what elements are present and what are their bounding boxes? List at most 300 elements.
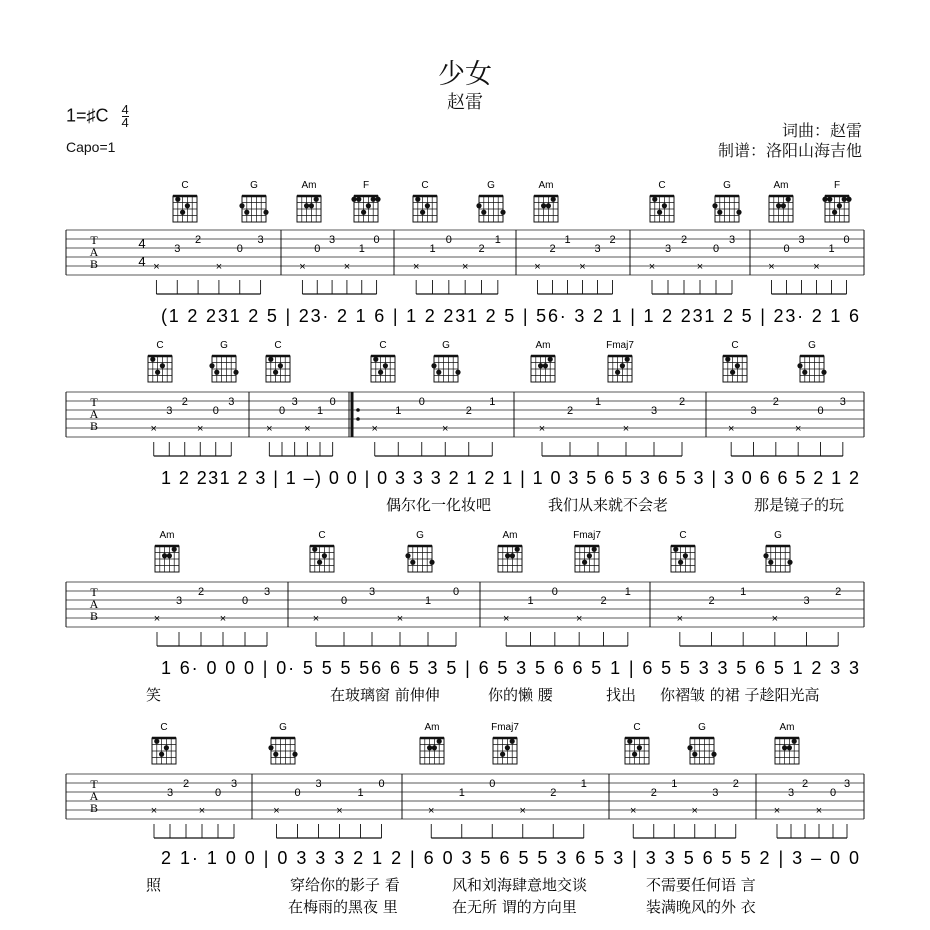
chord-dot — [792, 739, 797, 744]
chord-dot — [717, 210, 722, 215]
chord-diagram-am — [297, 180, 321, 222]
chord-diagram-c — [413, 180, 437, 222]
chord-dot — [687, 745, 692, 750]
chord-dot — [436, 370, 441, 375]
chord-dot — [214, 370, 219, 375]
chord-diagram-c — [650, 180, 674, 222]
tab-note: 1 — [395, 405, 402, 417]
tab-clef-letter: T — [90, 233, 98, 247]
chord-dot — [510, 739, 515, 744]
tab-note: 2 — [801, 778, 809, 790]
tab-note: × — [676, 613, 684, 625]
chord-name: G — [698, 722, 706, 733]
chord-dot — [322, 553, 327, 558]
tab-note: 0 — [314, 243, 321, 255]
chord-dot — [627, 739, 632, 744]
lyric-line: 你的懒 腰 — [488, 686, 553, 704]
chord-dot — [167, 553, 172, 558]
chord-dot — [546, 203, 551, 208]
tab-note: 3 — [329, 234, 336, 246]
chord-dot — [712, 203, 717, 208]
chord-dot — [356, 197, 361, 202]
tab-note: × — [768, 261, 775, 273]
tab-note: 1 — [594, 396, 602, 408]
chord-name: Am — [773, 180, 789, 191]
tab-note: 3 — [291, 396, 298, 408]
tab-note: × — [622, 423, 630, 435]
chord-dot — [268, 745, 273, 750]
chord-name: G — [808, 340, 816, 351]
tab-note: × — [771, 613, 779, 625]
chord-dot — [154, 739, 159, 744]
tab-note: × — [371, 423, 378, 435]
tab-clef-letter: T — [90, 585, 98, 599]
chord-diagram-c — [723, 340, 747, 382]
chord-name: G — [279, 722, 287, 733]
tab-note: 1 — [671, 778, 678, 790]
tab-note: × — [396, 613, 404, 625]
tab-note: 0 — [236, 243, 243, 255]
tab-note: 3 — [263, 586, 271, 598]
tab-note: 0 — [340, 595, 348, 607]
numbered-notation: 1 6· 0 0 0 | 0· 5 5 5 56 6 5 3 5 | 6 5 3 5 6 6 5 1 | 6 5 5 3 3 5 6 5 1 2 3 3 — [161, 658, 859, 678]
tab-note: 3 — [664, 243, 672, 255]
chord-dot — [455, 370, 460, 375]
tab-note: 1 — [458, 787, 465, 799]
chord-dot — [538, 363, 543, 368]
chord-dot — [500, 210, 505, 215]
chord-diagram-g — [239, 180, 268, 222]
chord-dot — [678, 560, 683, 565]
system-2 — [66, 340, 864, 456]
system-4 — [66, 722, 864, 838]
chord-dot — [673, 547, 678, 552]
tab-note: × — [153, 261, 160, 273]
chord-dot — [711, 752, 716, 757]
chord-dot — [832, 210, 837, 215]
chord-dot — [827, 197, 832, 202]
tab-note: 2 — [708, 595, 715, 607]
key-label: 1=♯C — [66, 105, 109, 126]
tab-note: 0 — [294, 787, 301, 799]
chord-dot — [239, 203, 244, 208]
tab-note: × — [150, 423, 157, 435]
chord-dot — [378, 370, 383, 375]
chord-dot — [312, 547, 317, 552]
chord-dot — [317, 560, 322, 565]
tab-note: × — [727, 423, 735, 435]
tab-note: 0 — [212, 405, 219, 417]
lyric-line-2: 在无所 谓的方向里 — [452, 898, 577, 916]
chord-name: C — [658, 180, 666, 191]
tab-note: 0 — [489, 778, 496, 790]
tab-note: × — [428, 805, 435, 817]
chord-name: C — [318, 530, 326, 541]
chord-dot — [776, 203, 781, 208]
chord-dot — [797, 363, 802, 368]
chord-dot — [786, 197, 791, 202]
tab-note: 1 — [316, 405, 324, 417]
chord-dot — [541, 203, 546, 208]
chord-diagram-g — [687, 722, 716, 764]
chord-dot — [587, 553, 592, 558]
chord-dot — [351, 197, 356, 202]
chord-dot — [763, 553, 768, 558]
chord-name: C — [181, 180, 189, 191]
tab-note: 2 — [566, 405, 574, 417]
chord-dot — [314, 197, 319, 202]
chord-dot — [273, 370, 278, 375]
chord-dot — [683, 553, 688, 558]
chord-dot — [500, 752, 505, 757]
chord-dot — [263, 210, 268, 215]
chord-name: G — [442, 340, 450, 351]
chord-dot — [730, 370, 735, 375]
chord-dot — [150, 357, 155, 362]
tab-note: × — [773, 805, 781, 817]
tab-clef-letter: A — [89, 245, 99, 259]
chord-dot — [155, 370, 160, 375]
chord-dot — [505, 745, 510, 750]
chord-dot — [476, 203, 481, 208]
tab-note: 1 — [424, 595, 432, 607]
chord-dot — [781, 203, 786, 208]
chord-dot — [543, 363, 548, 368]
chord-dot — [180, 210, 185, 215]
tab-note: 1 — [624, 586, 631, 598]
tab-note: 1 — [494, 234, 501, 246]
tab-note: 2 — [678, 396, 686, 408]
chord-dot — [371, 197, 376, 202]
lyric-line: 笑 — [146, 686, 162, 704]
tab-clef-letter: A — [89, 789, 99, 803]
chord-name: C — [274, 340, 282, 351]
tab-note: 2 — [478, 243, 485, 255]
song-title: 少女 — [438, 59, 492, 90]
chord-diagram-c — [671, 530, 695, 572]
chord-name: Am — [535, 340, 551, 351]
chord-diagram-fmaj7 — [606, 340, 634, 382]
chord-name: C — [633, 722, 641, 733]
tab-note: 2 — [600, 595, 607, 607]
tab-note: 2 — [650, 787, 657, 799]
tab-clef-letter: B — [89, 609, 99, 623]
chord-dot — [172, 547, 177, 552]
chord-dot — [735, 363, 740, 368]
chord-name: Fmaj7 — [491, 722, 519, 733]
tab-note: × — [502, 613, 510, 625]
chord-dot — [505, 553, 510, 558]
chord-dot — [787, 560, 792, 565]
tab-note: 3 — [315, 778, 322, 790]
chord-dot — [410, 560, 415, 565]
lyric-line: 在玻璃窗 前伸伸 — [330, 686, 440, 704]
chord-diagram-c — [266, 340, 290, 382]
tab-note: × — [215, 261, 223, 273]
tab-note: 3 — [228, 396, 235, 408]
tab-note: 0 — [817, 405, 824, 417]
tab-note: 3 — [787, 787, 795, 799]
tab-note: × — [442, 423, 449, 435]
chord-dot — [304, 203, 309, 208]
chord-name: G — [416, 530, 424, 541]
tab-note: × — [794, 423, 802, 435]
chord-diagram-fmaj7 — [491, 722, 519, 764]
chord-diagram-g — [797, 340, 826, 382]
tab-note: 3 — [712, 787, 719, 799]
chord-name: Fmaj7 — [573, 530, 601, 541]
chord-diagram-f — [822, 180, 851, 222]
chord-name: Am — [159, 530, 175, 541]
tab-note: 3 — [803, 595, 810, 607]
chord-dot — [657, 210, 662, 215]
chord-dot — [268, 357, 273, 362]
tab-note: 2 — [835, 586, 842, 598]
chord-diagram-am — [534, 180, 558, 222]
chord-diagram-f — [351, 180, 380, 222]
chord-name: C — [156, 340, 164, 351]
tab-note: × — [691, 805, 698, 817]
tab-note: 0 — [373, 234, 380, 246]
tab-note: 2 — [772, 396, 779, 408]
chord-dot — [366, 203, 371, 208]
tab-clef-letter: B — [89, 419, 99, 433]
tab-note: 1 — [489, 396, 496, 408]
tab-note: × — [299, 261, 306, 273]
chord-dot — [802, 370, 807, 375]
lyric-line-2: 在梅雨的黑夜 里 — [288, 898, 398, 916]
chord-diagram-g — [268, 722, 297, 764]
chord-diagram-am — [775, 722, 799, 764]
lyric-line-2: 装满晚风的外 衣 — [646, 898, 756, 916]
lyric-line: 找出 — [606, 686, 637, 704]
chord-dot — [361, 210, 366, 215]
chord-dot — [431, 363, 436, 368]
lyric-line: 穿给你的影子 看 — [290, 876, 400, 894]
tab-note: 0 — [278, 405, 286, 417]
chord-name: C — [731, 340, 739, 351]
tab-note: × — [519, 805, 526, 817]
chord-dot — [425, 203, 430, 208]
tab-note: 3 — [728, 234, 736, 246]
chord-diagram-g — [476, 180, 505, 222]
tab-note: × — [197, 423, 204, 435]
chord-dot — [481, 210, 486, 215]
tab-note: 0 — [214, 787, 222, 799]
tab-note: 0 — [241, 595, 249, 607]
chord-dot — [429, 560, 434, 565]
chord-dot — [652, 197, 657, 202]
chord-dot — [620, 363, 625, 368]
chord-name: F — [833, 180, 841, 191]
repeat-dot — [356, 417, 360, 421]
chord-name: C — [160, 722, 168, 733]
tab-clef-letter: B — [89, 257, 99, 271]
tab-note: × — [343, 261, 351, 273]
chord-name: G — [220, 340, 228, 351]
lyric-line: 你褶皱 的裙 子趁阳光高 — [660, 686, 820, 704]
tab-note: 0 — [712, 243, 720, 255]
tab-note: 3 — [175, 595, 183, 607]
tab-note: 1 — [357, 787, 364, 799]
chord-dot — [782, 745, 787, 750]
chord-diagram-g — [405, 530, 434, 572]
tab-note: 3 — [839, 396, 846, 408]
tab-clef-letter: T — [90, 395, 98, 409]
chord-dot — [415, 197, 420, 202]
tab-note: 3 — [166, 405, 173, 417]
tab-note: 3 — [650, 405, 658, 417]
tab-note: 0 — [418, 396, 425, 408]
tab-note: 3 — [843, 778, 851, 790]
chord-diagram-am — [769, 180, 793, 222]
chord-dot — [515, 547, 520, 552]
tab-note: 0 — [843, 234, 850, 246]
chord-name: F — [362, 180, 370, 191]
tab-note: × — [461, 261, 469, 273]
tab-time-sig: 4 — [138, 254, 146, 269]
chord-dot — [637, 745, 642, 750]
chord-diagram-c — [371, 340, 395, 382]
repeat-dot — [356, 408, 360, 412]
lyric-line: 偶尔化一化妆吧 — [386, 496, 492, 514]
chord-name: G — [723, 180, 731, 191]
tab-clef-letter: B — [89, 801, 99, 815]
chord-dot — [582, 560, 587, 565]
capo-label: Capo=1 — [66, 139, 116, 155]
chord-dot — [846, 197, 851, 202]
chord-diagram-am — [155, 530, 179, 572]
chord-dot — [692, 752, 697, 757]
chord-diagram-am — [420, 722, 444, 764]
chord-name: G — [487, 180, 495, 191]
tab-clef-letter: A — [89, 597, 99, 611]
tab-note: × — [219, 613, 227, 625]
lyric-line: 不需要任何语 言 — [646, 876, 756, 894]
chord-dot — [632, 752, 637, 757]
lyric-line: 照 — [146, 876, 162, 894]
system-1 — [66, 180, 864, 294]
tab-note: 2 — [732, 778, 739, 790]
tab-note: 1 — [740, 586, 747, 598]
tab-note: × — [304, 423, 311, 435]
chord-name: C — [379, 340, 387, 351]
chord-dot — [821, 370, 826, 375]
tab-note: 3 — [368, 586, 376, 598]
chord-dot — [548, 357, 553, 362]
tab-note: 1 — [358, 243, 365, 255]
chord-dot — [420, 210, 425, 215]
tab-note: × — [648, 261, 656, 273]
tab-note: × — [630, 805, 637, 817]
chord-name: C — [421, 180, 429, 191]
lyric-line: 我们从来就不会老 — [548, 496, 669, 514]
tab-note: × — [266, 423, 273, 435]
tab-note: × — [150, 805, 158, 817]
tab-note: × — [312, 613, 320, 625]
chord-dot — [175, 197, 180, 202]
chord-name: Am — [779, 722, 795, 733]
tab-note: 1 — [580, 778, 587, 790]
numbered-notation: 1 2 231 2 3 | 1 –) 0 0 | 0 3 3 3 2 1 2 1 | 1 0 3 5 6 5 3 6 5 3 | 3 0 6 6 5 2 1 2 — [161, 468, 859, 488]
time-bottom: 4 — [121, 115, 129, 130]
chord-diagram-g — [209, 340, 238, 382]
tab-note: × — [538, 423, 546, 435]
tab-note: 0 — [783, 243, 790, 255]
tab-note: 2 — [549, 243, 556, 255]
chord-diagram-c — [173, 180, 197, 222]
chord-dot — [787, 745, 792, 750]
chord-dot — [373, 357, 378, 362]
chord-dot — [383, 363, 388, 368]
song-artist: 赵雷 — [447, 92, 483, 113]
chord-dot — [662, 203, 667, 208]
tab-note: 0 — [445, 234, 452, 246]
tab-note: × — [412, 261, 420, 273]
chord-dot — [375, 197, 380, 202]
tab-time-sig: 4 — [138, 236, 146, 251]
chord-dot — [725, 357, 730, 362]
tab-note: 2 — [197, 586, 205, 598]
arranger-credit: 制谱：洛阳山海吉他 — [717, 141, 862, 160]
tab-note: 2 — [609, 234, 616, 246]
tab-note: 3 — [798, 234, 805, 246]
tab-note: × — [815, 805, 823, 817]
chord-dot — [278, 363, 283, 368]
numbered-notation: 2 1· 1 0 0 | 0 3 3 3 2 1 2 | 6 0 3 5 6 5 5 3 6 5 3 | 3 3 5 6 5 5 2 | 3 – 0 0 — [161, 848, 859, 868]
chord-dot — [159, 752, 164, 757]
tab-note: 3 — [750, 405, 757, 417]
chord-name: Am — [538, 180, 554, 191]
tab-note: 0 — [452, 586, 460, 598]
tab-note: × — [534, 261, 541, 273]
chord-dot — [842, 197, 847, 202]
chord-diagram-g — [763, 530, 792, 572]
tab-note: × — [198, 805, 206, 817]
tab-note: 2 — [680, 234, 688, 246]
chord-dot — [510, 553, 515, 558]
chord-diagram-c — [148, 340, 172, 382]
chord-diagram-c — [310, 530, 334, 572]
tab-note: 0 — [378, 778, 385, 790]
chord-dot — [615, 370, 620, 375]
tab-note: 3 — [230, 778, 238, 790]
chord-dot — [432, 745, 437, 750]
chord-dot — [437, 739, 442, 744]
chord-dot — [768, 560, 773, 565]
chord-dot — [160, 363, 165, 368]
chord-dot — [273, 752, 278, 757]
system-3 — [66, 530, 864, 646]
lyric-line: 那是镜子的玩 — [754, 496, 845, 514]
chord-name: C — [679, 530, 687, 541]
chord-dot — [551, 197, 556, 202]
chord-name: Am — [301, 180, 317, 191]
chord-diagram-c — [625, 722, 649, 764]
chord-dot — [309, 203, 314, 208]
chord-dot — [292, 752, 297, 757]
tab-note: 0 — [329, 396, 336, 408]
chord-dot — [164, 745, 169, 750]
chord-name: G — [774, 530, 782, 541]
tab-note: 3 — [174, 243, 181, 255]
chord-diagram-am — [498, 530, 522, 572]
tab-note: 2 — [182, 778, 190, 790]
tab-note: × — [579, 261, 586, 273]
tab-note: 2 — [181, 396, 188, 408]
chord-name: Fmaj7 — [606, 340, 634, 351]
chord-diagram-g — [431, 340, 460, 382]
